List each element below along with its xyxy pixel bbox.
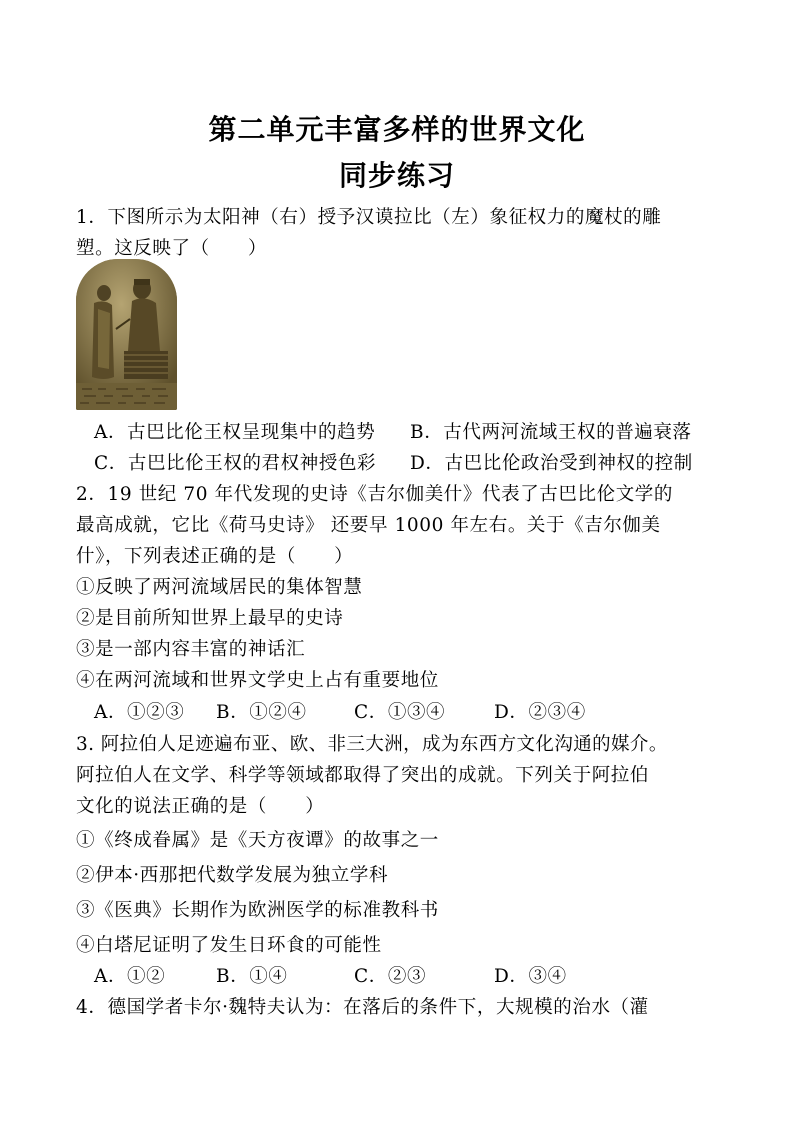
q2-option-a: A．①②③ (94, 702, 185, 723)
q3-stem-line3: 文化的说法正确的是（ ） (76, 796, 325, 817)
q3-stem-line1: 3. 阿拉伯人足迹遍布亚、欧、非三大洲，成为东西方文化沟通的媒介。 (76, 734, 668, 755)
q1-option-b: B．古代两河流域王权的普遍衰落 (410, 422, 692, 443)
q2-statement-2: ②是目前所知世界上最早的史诗 (76, 608, 344, 629)
q2-statement-4: ④在两河流域和世界文学史上占有重要地位 (76, 670, 439, 691)
q2-stem-line1: 2．19 世纪 70 年代发现的史诗《吉尔伽美什》代表了古巴比伦文学的 (76, 484, 673, 505)
hammurabi-stele-relief (76, 259, 177, 410)
q3-option-a: A．①② (94, 966, 166, 987)
q3-option-c: C．②③ (354, 966, 427, 987)
worksheet-subtitle: 同步练习 (338, 159, 455, 192)
q3-stem-line2: 阿拉伯人在文学、科学等领域都取得了突出的成就。下列关于阿拉伯 (76, 765, 650, 786)
q3-statement-4: ④白塔尼证明了发生日环食的可能性 (76, 935, 382, 956)
q2-stem-line3: 什》，下列表述正确的是（ ） (76, 546, 354, 567)
hammurabi-stele-image (76, 259, 177, 410)
q2-stem-line2: 最高成就，它比《荷马史诗》 还要早 1000 年左右。关于《吉尔伽美 (76, 515, 661, 536)
q1-stem-line2: 塑。这反映了（ ） (76, 238, 268, 259)
q3-option-d: D．③④ (494, 966, 567, 987)
q3-option-b: B．①④ (216, 966, 288, 987)
q1-option-d: D．古巴比伦政治受到神权的控制 (410, 453, 693, 474)
q2-option-b: B．①②④ (216, 702, 307, 723)
worksheet-title: 第二单元丰富多样的世界文化 (208, 113, 586, 146)
q2-statement-1: ①反映了两河流域居民的集体智慧 (76, 577, 363, 598)
q4-stem-line1: 4．德国学者卡尔·魏特夫认为：在落后的条件下，大规模的治水（灌 (76, 997, 649, 1018)
q1-option-a: A．古巴比伦王权呈现集中的趋势 (94, 422, 376, 443)
q1-option-c: C．古巴比伦王权的君权神授色彩 (94, 453, 377, 474)
q1-stem-line1: 1．下图所示为太阳神（右）授予汉谟拉比（左）象征权力的魔杖的雕 (76, 207, 662, 228)
q2-option-d: D．②③④ (494, 702, 586, 723)
q2-statement-3: ③是一部内容丰富的神话汇 (76, 639, 306, 660)
q3-statement-2: ②伊本·西那把代数学发展为独立学科 (76, 865, 389, 886)
q3-statement-3: ③《医典》长期作为欧洲医学的标准教科书 (76, 900, 439, 921)
q2-option-c: C．①③④ (354, 702, 446, 723)
q3-statement-1: ①《终成眷属》是《天方夜谭》的故事之一 (76, 830, 439, 851)
